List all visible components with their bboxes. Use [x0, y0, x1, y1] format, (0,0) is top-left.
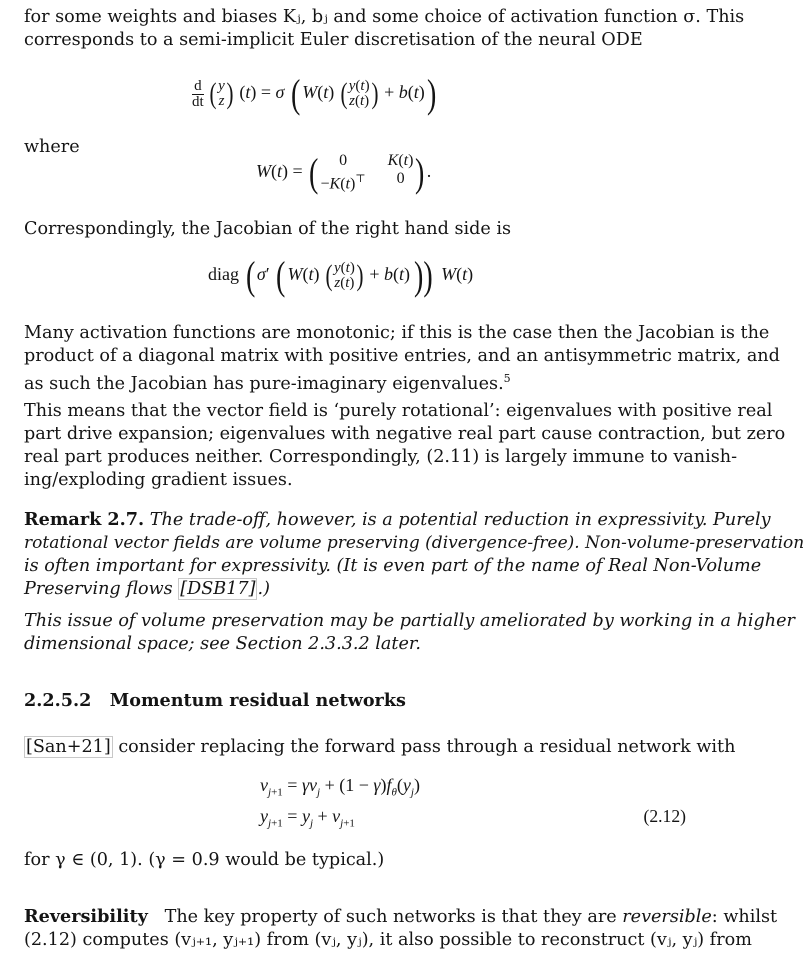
remark-line4: Preserving flows [DSB17] .) [24, 579, 270, 599]
para3-line4: ing/exploding gradient issues. [24, 470, 293, 490]
para4: [San+21] consider replacing the forward pass through a residual network with [26, 737, 736, 757]
reversibility-line1: Reversibility The key property of such networks is that they are reversible: whilst [24, 906, 778, 927]
jacobian-equation: diag ( σ′ ( W(t) ( y(t) z(t) ) + b(t))) W(t) [208, 253, 474, 298]
remark-line6: dimensional space; see Section 2.3.3.2 later. [24, 634, 421, 654]
gamma-line: for γ ∈ (0, 1). (γ = 0.9 would be typical.) [24, 850, 385, 870]
citation-san21[interactable]: [San+21] [26, 737, 111, 757]
para2-line1: Many activation functions are monotonic; if this is the case then the Jacobian is the [24, 323, 770, 343]
para3-line1: This means that the vector field is ‘purely rotational’: eigenvalues with positive real [24, 401, 773, 421]
para3-line3: real part produces neither. Correspondingly, (2.11) is largely immune to vanish- [24, 447, 738, 467]
remark-label: Remark 2.7. [24, 509, 145, 530]
para1-line2: corresponds to a semi-implicit Euler discretisation of the neural ODE [24, 30, 643, 50]
momentum-equation-v: $v_{j+1} = \gamma v_j + (1 - \gamma)f_\theta(y_j)$ [260, 775, 420, 799]
jacobian-intro: Correspondingly, the Jacobian of the right hand side is [24, 219, 512, 239]
para2-line3: as such the Jacobian has pure-imaginary eigenvalues.$^5$ [24, 372, 511, 394]
citation-dsb17[interactable]: [DSB17] [180, 579, 256, 599]
remark-line5: This issue of volume preservation may be partially ameliorated by working in a higher [24, 611, 795, 631]
neural-ode-equation: $\frac{d}{dt}$ ( y z ) (t) = σ ( W(t) ( y(t) z(t) ) + b(t)) [192, 71, 437, 116]
footnote-mark[interactable]: 5 [503, 372, 511, 385]
w-matrix-equation: W(t) = ( 0 K(t) −K(t)⊤ 0 ) . [256, 149, 432, 195]
remark-line1: Remark 2.7. The trade-off, however, is a potential reduction in expressivity. Purely [24, 509, 771, 530]
where-label: where [24, 137, 80, 157]
equation-number: (2.12) [643, 806, 686, 826]
section-heading: 2.2.5.2 Momentum residual networks [24, 690, 406, 711]
reversibility-label: Reversibility [24, 906, 148, 927]
momentum-equation-y: $y_{j+1} = y_j + v_{j+1}$ [260, 806, 355, 830]
remark-line3: is often important for expressivity. (It is even part of the name of Real Non-Volume [24, 556, 762, 576]
para2-line2: product of a diagonal matrix with positive entries, and an antisymmetric matrix, and [24, 346, 780, 366]
reversibility-line2: (2.12) computes (vⱼ₊₁, yⱼ₊₁) from (vⱼ, yⱼ), it also possible to reconstruct (vⱼ, yⱼ) from [24, 930, 752, 950]
remark-line2: rotational vector fields are volume preserving (divergence-free). Non-volume-preservation [24, 533, 804, 553]
para1-line1: for some weights and biases Kⱼ, bⱼ and some choice of activation function σ. This [24, 7, 745, 27]
para3-line2: part drive expansion; eigenvalues with negative real part cause contraction, but zero [24, 424, 786, 444]
